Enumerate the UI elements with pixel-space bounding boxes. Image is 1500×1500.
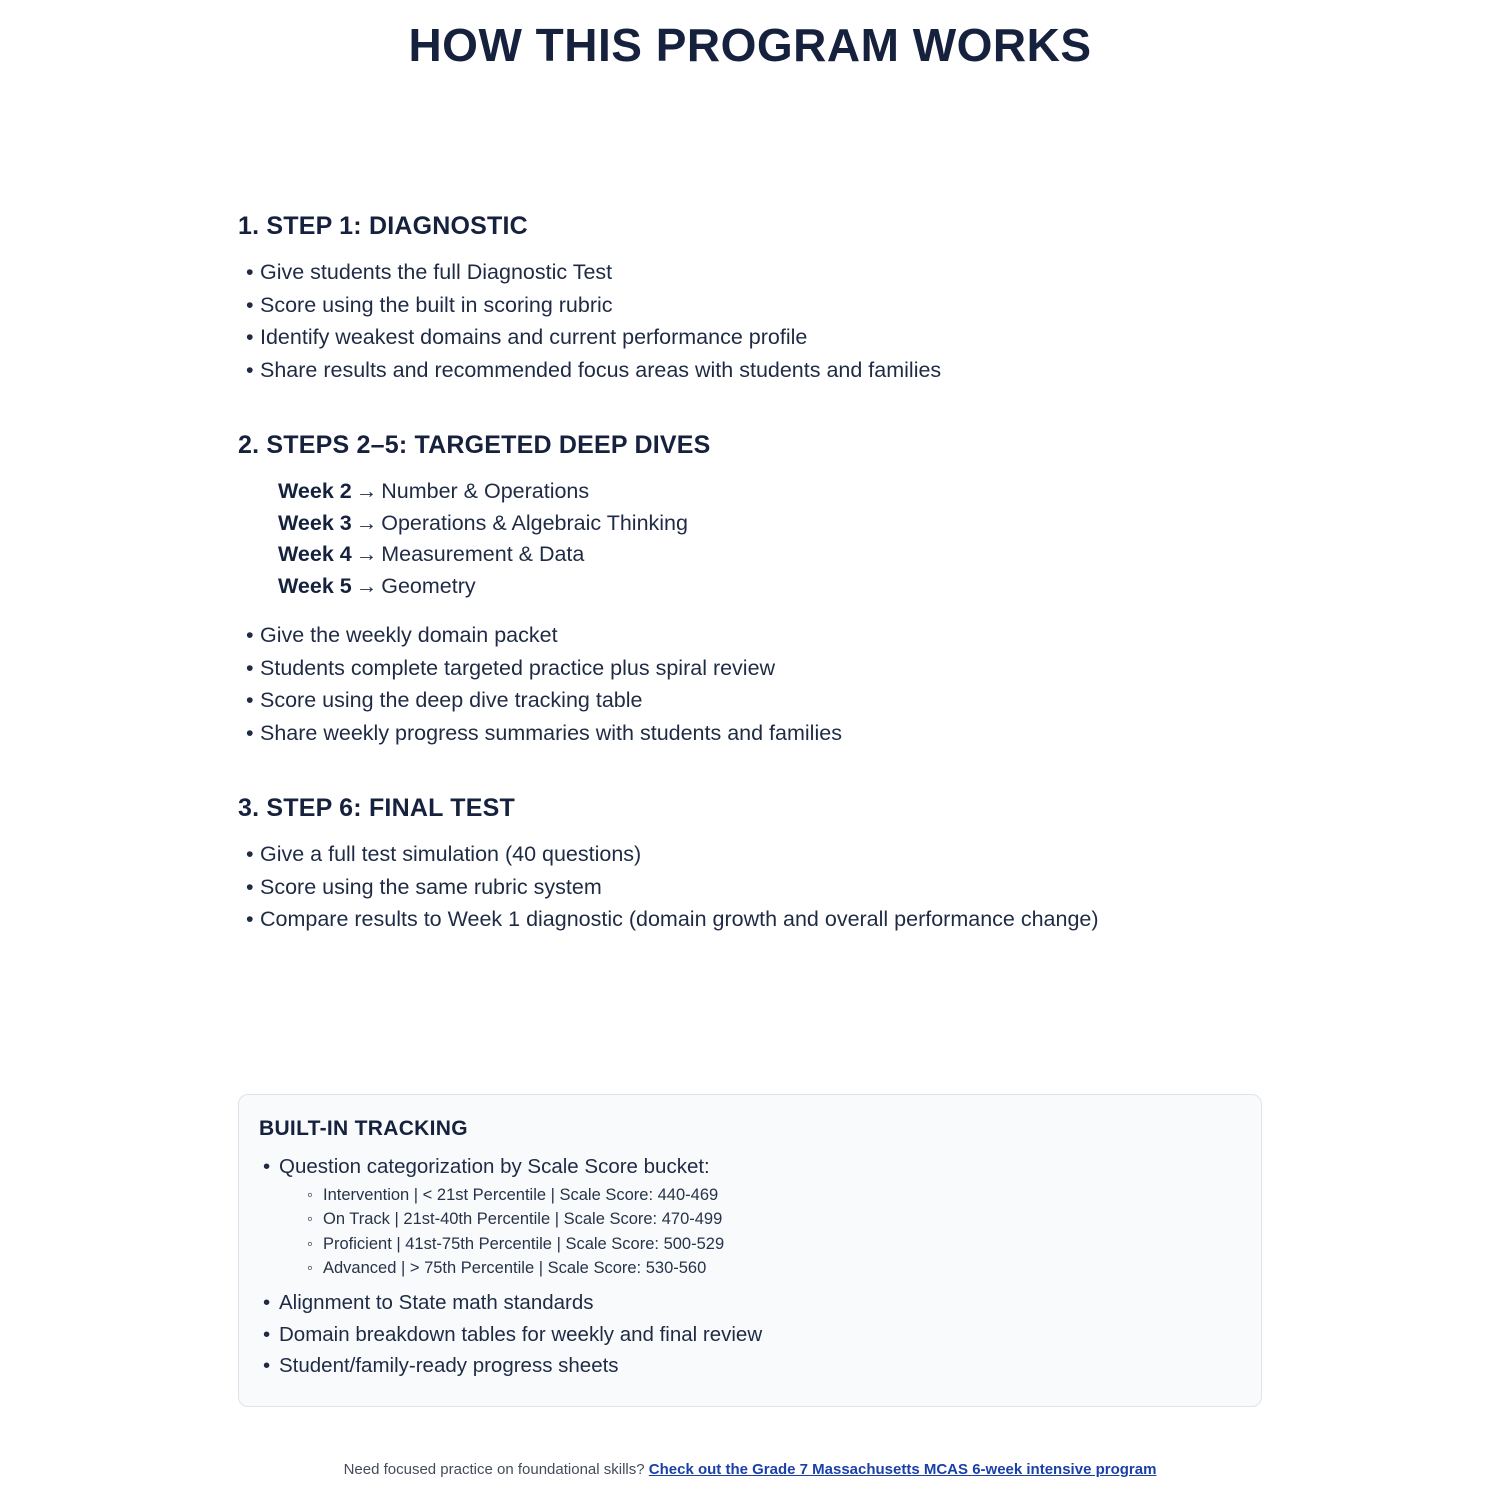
list-item: ◦ Intervention | < 21st Percentile | Scale Score: 440-469 bbox=[307, 1183, 1235, 1208]
list-item: • Give the weekly domain packet bbox=[238, 620, 1262, 653]
list-item: • Give students the full Diagnostic Test bbox=[238, 257, 1262, 290]
step-heading: 1. STEP 1: DIAGNOSTIC bbox=[238, 212, 528, 240]
list-item: • Score using the built in scoring rubric bbox=[238, 290, 1262, 323]
page-title: HOW THIS PROGRAM WORKS bbox=[408, 19, 1092, 71]
week-topic: Operations & Algebraic Thinking bbox=[381, 510, 688, 535]
tracking-item-label: Question categorization by Scale Score bucket: bbox=[279, 1155, 710, 1178]
bullet-list bbox=[238, 620, 1262, 750]
week-topic: Measurement & Data bbox=[381, 542, 585, 567]
week-topic: Geometry bbox=[381, 573, 476, 598]
arrow-icon: → bbox=[355, 542, 378, 567]
tracking-list bbox=[257, 1151, 1235, 1382]
footer-link[interactable]: Check out the Grade 7 Massachusetts MCAS 6-week intensive program bbox=[648, 1461, 1157, 1478]
list-item: ◦ On Track | 21st-40th Percentile | Scale Score: 470-499 bbox=[307, 1207, 1235, 1232]
list-item: • Identify weakest domains and current performance profile bbox=[238, 322, 1262, 355]
week-label: Week 2 bbox=[278, 479, 352, 503]
arrow-icon: → bbox=[355, 573, 378, 598]
week-row bbox=[278, 508, 1262, 540]
bullet-list bbox=[238, 257, 1262, 387]
footer-text: Need focused practice on foundational skills? bbox=[343, 1461, 649, 1478]
list-item: • Score using the deep dive tracking table bbox=[238, 685, 1262, 718]
bullet-list bbox=[238, 839, 1262, 937]
week-label: Week 4 bbox=[278, 542, 352, 567]
week-label: Week 3 bbox=[278, 510, 352, 535]
scale-score-buckets bbox=[279, 1183, 1235, 1282]
step-block-diagnostic bbox=[238, 212, 1262, 387]
week-row bbox=[278, 476, 1262, 508]
week-topic: Number & Operations bbox=[381, 479, 590, 503]
list-item: • Share results and recommended focus areas with students and families bbox=[238, 355, 1262, 388]
list-item: • Student/family-ready progress sheets bbox=[257, 1350, 1235, 1382]
step-block-deep-dives bbox=[238, 431, 1262, 750]
arrow-icon: → bbox=[355, 479, 378, 503]
list-item: • Students complete targeted practice plus spiral review bbox=[238, 653, 1262, 686]
list-item: ◦ Advanced | > 75th Percentile | Scale Score: 530-560 bbox=[307, 1256, 1235, 1281]
tracking-title: BUILT-IN TRACKING bbox=[259, 1117, 468, 1140]
document-content bbox=[0, 212, 1500, 937]
step-heading: 2. STEPS 2–5: TARGETED DEEP DIVES bbox=[238, 431, 711, 459]
week-row bbox=[278, 539, 1262, 571]
step-block-final-test bbox=[238, 794, 1262, 937]
list-item: • Score using the same rubric system bbox=[238, 872, 1262, 905]
week-label: Week 5 bbox=[278, 573, 352, 598]
week-schedule bbox=[238, 476, 1262, 602]
list-item: • Compare results to Week 1 diagnostic (domain growth and overall performance change) bbox=[238, 904, 1262, 937]
list-item: ◦ Proficient | 41st-75th Percentile | Scale Score: 500-529 bbox=[307, 1232, 1235, 1257]
step-heading: 3. STEP 6: FINAL TEST bbox=[238, 794, 515, 823]
list-item bbox=[257, 1151, 1235, 1287]
arrow-icon: → bbox=[355, 510, 378, 535]
footer bbox=[0, 1461, 1500, 1478]
built-in-tracking-card bbox=[238, 1094, 1262, 1407]
week-row bbox=[278, 571, 1262, 603]
list-item: • Domain breakdown tables for weekly and final review bbox=[257, 1319, 1235, 1351]
list-item: • Alignment to State math standards bbox=[257, 1287, 1235, 1319]
list-item: • Share weekly progress summaries with students and families bbox=[238, 718, 1262, 751]
list-item: • Give a full test simulation (40 questions) bbox=[238, 839, 1262, 872]
